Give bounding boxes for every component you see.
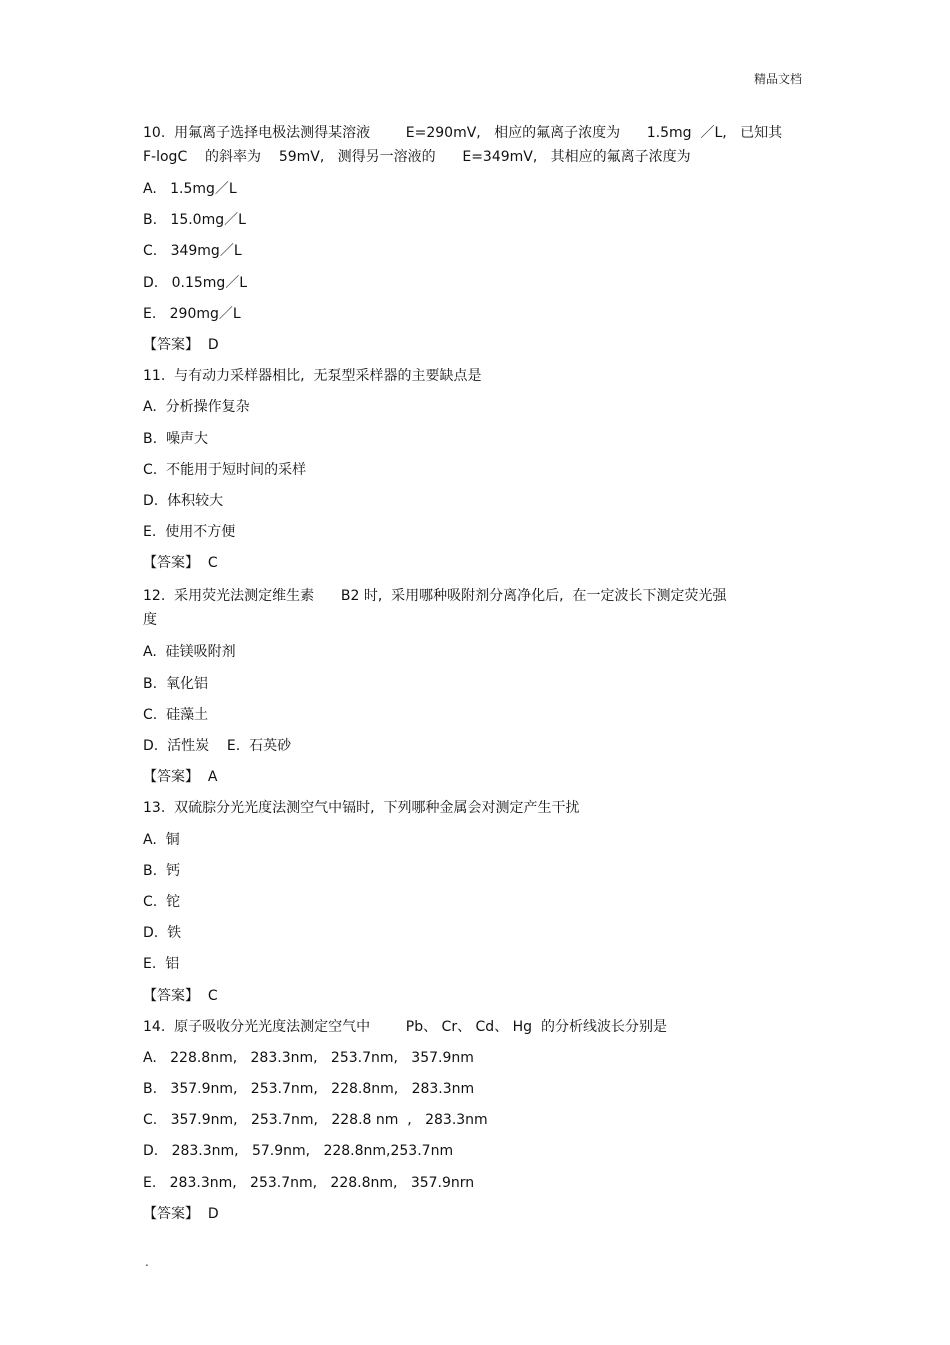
answer-line: 【答案】 C [143, 555, 218, 572]
footer-mark: . [145, 1255, 149, 1269]
option-b: B. 15.0mg／L [143, 212, 246, 229]
option-c: C. 349mg／L [143, 243, 242, 260]
option-b: B. 357.9nm, 253.7nm, 228.8nm, 283.3nm [143, 1081, 475, 1098]
option-c: C. 铊 [143, 893, 181, 910]
question-10 [143, 121, 803, 366]
question-stem-line: 14. 原子吸收分光光度法测定空气中 Pb、 Cr、 Cd、 Hg 的分析线波长分别是 [143, 1018, 667, 1035]
option-e: E. 290mg／L [143, 305, 241, 322]
option-c: C. 不能用于短时间的采样 [143, 461, 307, 478]
option-e: E. 铝 [143, 956, 180, 973]
option-d: D. 0.15mg／L [143, 274, 248, 291]
option-c: C. 357.9nm, 253.7nm, 228.8 nm , 283.3nm [143, 1112, 488, 1129]
option-a: A. 分析操作复杂 [143, 399, 250, 416]
option-b: B. 噪声大 [143, 430, 208, 447]
question-stem-line: F-logC 的斜率为 59mV, 测得另一溶液的 E=349mV, 其相应的氟离子浓度为 [143, 149, 691, 165]
option-b: B. 钙 [143, 862, 180, 879]
option-a: A. 铜 [143, 831, 180, 848]
question-14 [143, 1017, 803, 1235]
answer-line: 【答案】 D [143, 1205, 219, 1222]
option-b: B. 氧化铝 [143, 675, 208, 692]
option-d: D. 铁 [143, 925, 182, 942]
option-d: D. 体积较大 [143, 492, 224, 509]
question-11 [143, 366, 803, 584]
option-d: D. 283.3nm, 57.9nm, 228.8nm,253.7nm [143, 1143, 454, 1160]
question-list [143, 121, 803, 1235]
answer-line: 【答案】 D [143, 336, 219, 353]
option-e: E. 283.3nm, 253.7nm, 228.8nm, 357.9nrn [143, 1174, 475, 1191]
option-e: E. 使用不方便 [143, 524, 236, 541]
option-c: C. 硅藻土 [143, 706, 209, 723]
question-12 [143, 584, 803, 798]
option-d-e: D. 活性炭 E. 石英砂 [143, 738, 292, 754]
page-header-label: 精品文档 [753, 72, 802, 86]
option-a: A. 228.8nm, 283.3nm, 253.7nm, 357.9nm [143, 1049, 474, 1066]
answer-line: 【答案】 C [143, 987, 218, 1004]
answer-line: 【答案】 A [143, 769, 218, 786]
question-stem-line: 10. 用氟离子选择电极法测得某溶液 E=290mV, 相应的氟离子浓度为 1.5mg ／L, 已知其 [143, 125, 783, 141]
question-stem-line: 度 [143, 612, 157, 629]
question-13 [143, 798, 803, 1016]
option-a: A. 1.5mg／L [143, 181, 237, 197]
question-stem-line: 12. 采用荧光法测定维生素 B2 时, 采用哪种吸附剂分离净化后, 在一定波长下测定荧光强 [143, 588, 727, 605]
question-stem-line: 11. 与有动力采样器相比, 无泵型采样器的主要缺点是 [143, 368, 482, 385]
option-a: A. 硅镁吸附剂 [143, 644, 236, 661]
question-stem-line: 13. 双硫腙分光光度法测空气中镉时, 下列哪种金属会对测定产生干扰 [143, 800, 580, 817]
